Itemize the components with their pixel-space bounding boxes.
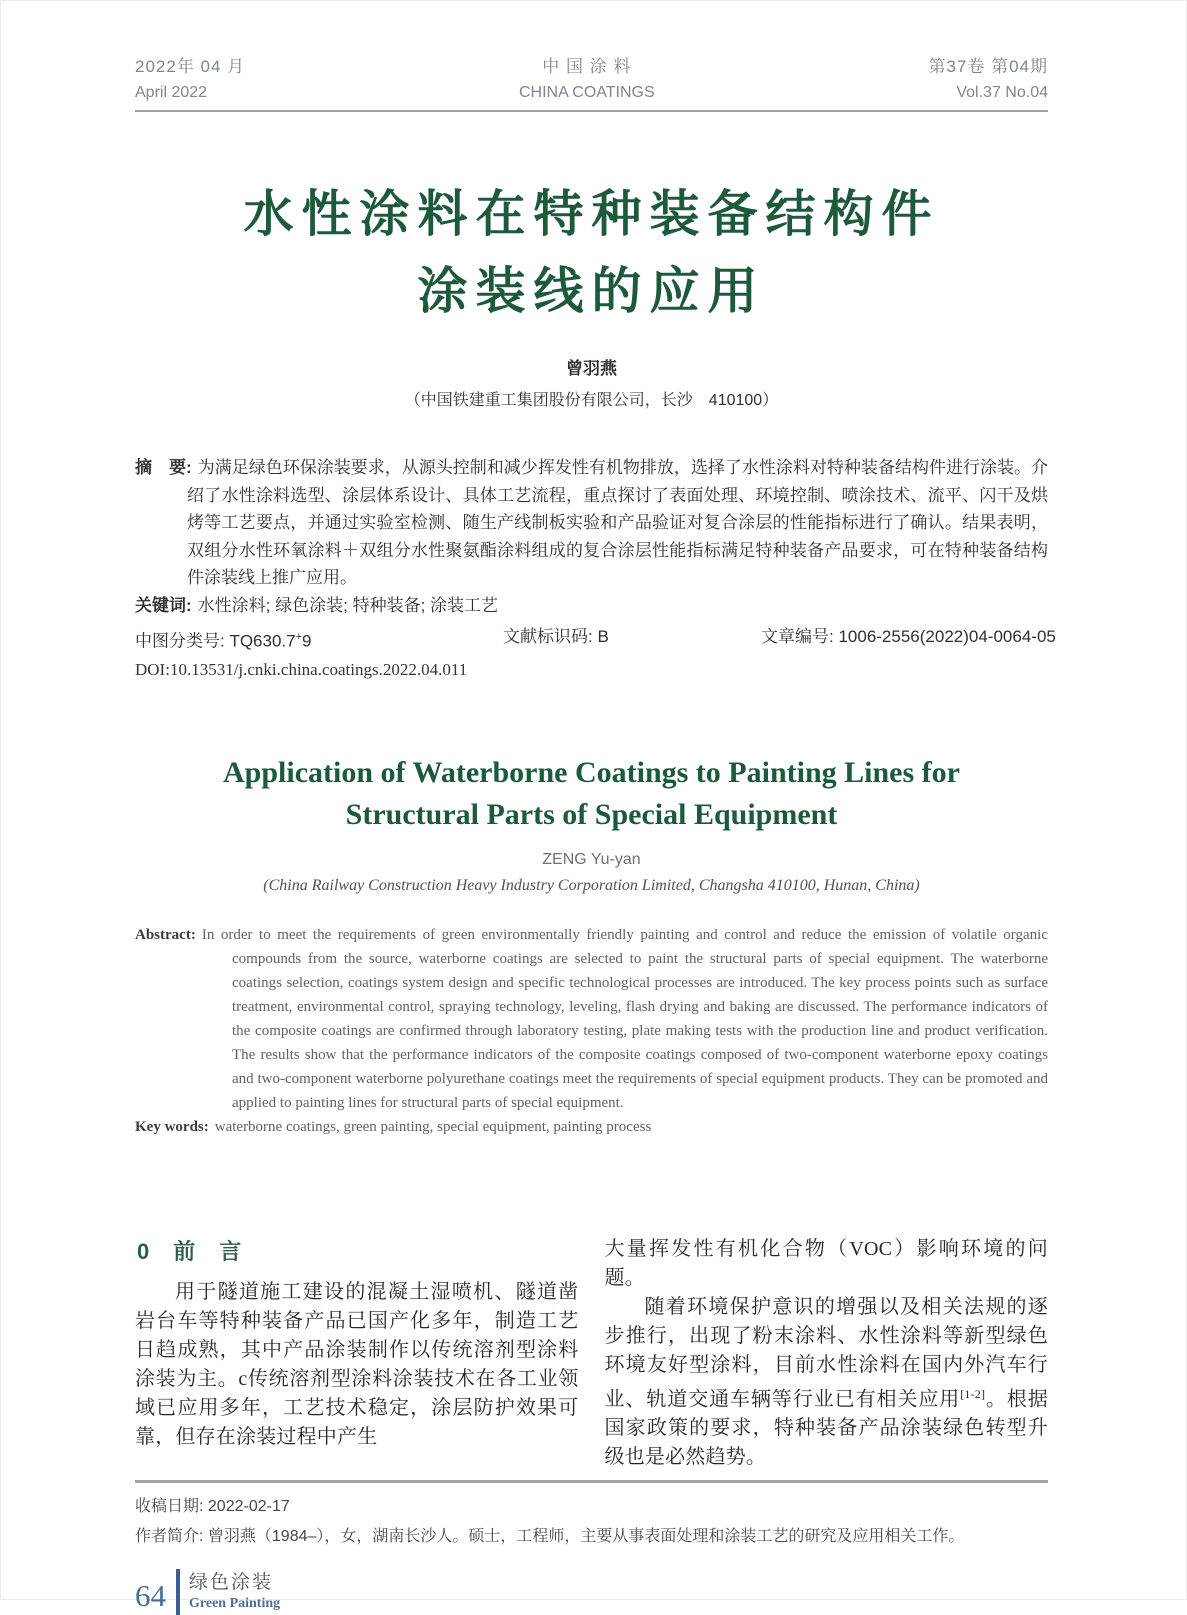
section-0-paragraph-continuation: 大量挥发性有机化合物（VOC）影响环境的问题。 [604, 1237, 1048, 1289]
author-bio-label: 作者简介: [135, 1528, 208, 1546]
section-0-paragraph-2 [605, 1293, 1049, 1473]
clc-number [135, 624, 503, 655]
body-column-left [135, 1235, 579, 1473]
abstract-cn-text: 为满足绿色环保涂装要求，从源头控制和减少挥发性有机物排放，选择了水性涂料对特种装备结构件进行涂装。介绍了水性涂料选型、涂层体系设计、具体工艺流程，重点探讨了表面处理、环境控制、喷涂技术、流平、闪干及烘烤等工艺要点，并通过实验室检测、随生产线制板实验和产品验证对复合涂层的性能指标进行了确认。结果表明，双组分水性环氧涂料＋双组分水性聚氨酯涂料组成的复合涂层性能指标满足特种装备产品要求，可在特种装备结构件涂装线上推广应用。 [187, 458, 1048, 587]
footer-divider-bar [176, 1569, 180, 1615]
paragraph-2-text-post: 。根据国家政策的要求，特种装备产品涂装绿色转型升级也是必然趋势。 [604, 1388, 1048, 1469]
volume-issue-cn: 第37卷 第04期 [928, 57, 1048, 76]
article-title-en [135, 752, 1048, 836]
keywords-en-text: waterborne coatings, green painting, special equipment, painting process [214, 1118, 652, 1135]
header-volume-issue [928, 54, 1048, 106]
keywords-en-label: Key words: [135, 1118, 209, 1135]
abstract-en [135, 923, 1048, 1115]
page-number: 64 [135, 1578, 166, 1614]
header-issue-date [135, 54, 245, 106]
abstract-en-label: Abstract: [135, 926, 196, 943]
section-0-paragraph-left: 用于隧道施工建设的混凝土湿喷机、隧道凿岩台车等特种装备产品已国产化多年，制造工艺日趋成熟，其中产品涂装制作以传统溶剂型涂料涂装为主。c传统溶剂型涂料涂装技术在各工业领域已应用多年，工艺技术稳定，涂层防护效果可靠，但存在涂装过程中产生 [135, 1280, 579, 1448]
keywords-cn-text: 水性涂料; 绿色涂装; 特种装备; 涂装工艺 [197, 595, 499, 615]
column-name-en: Green Painting [189, 1596, 281, 1612]
abstract-cn-label: 摘 要: [135, 458, 192, 477]
journal-title-cn: 中 国 涂 料 [542, 57, 632, 76]
article-title-en-line1: Application of Waterborne Coatings to Painting Lines for [223, 755, 960, 789]
article-title-cn-line1: 水性涂料在特种装备结构件 [243, 186, 940, 242]
affiliation-en: (China Railway Construction Heavy Industry Corporation Limited, Changsha 410100, Hunan, China) [263, 876, 920, 894]
document-code-value: B [597, 627, 609, 646]
article-id-value: 1006-2556(2022)04-0064-05 [838, 627, 1056, 646]
clc-label: 中图分类号: [135, 631, 230, 651]
clc-superscript: + [295, 631, 303, 643]
column-name-cn: 绿色涂装 [189, 1572, 274, 1594]
received-date [135, 1492, 1048, 1522]
column-name [189, 1571, 280, 1613]
paragraph-2-text-pre: 随着环境保护意识的增强以及相关法规的逐步推行，出现了粉末涂料、水性涂料等新型绿色环境友好型涂料，目前水性涂料在国内外汽车行业、轨道交通车辆等行业已有相关应用 [604, 1295, 1048, 1411]
author-name-cn: 曾羽燕 [566, 359, 617, 378]
header-journal-title [519, 54, 655, 106]
document-code-label: 文献标识码: [503, 627, 598, 646]
author-bio [135, 1522, 1048, 1552]
author-bio-value: 曾羽燕（1984–），女，湖南长沙人。硕士，工程师，主要从事表面处理和涂装工艺的研究及应用相关工作。 [207, 1528, 965, 1546]
keywords-cn [135, 592, 1048, 620]
article-title-en-line2: Structural Parts of Special Equipment [345, 797, 838, 831]
header-rule [135, 110, 1048, 112]
document-code [503, 624, 761, 655]
author-name-en: ZENG Yu-yan [542, 850, 641, 868]
page-footer [135, 1569, 1048, 1615]
doi: DOI:10.13531/j.cnki.china.coatings.2022.04.011 [135, 659, 468, 679]
header-date-cn: 2022年 04 月 [135, 57, 246, 76]
journal-header [135, 0, 1048, 106]
abstract-cn [135, 454, 1048, 592]
body-columns [135, 1235, 1048, 1473]
affiliation-cn: （中国铁建重工集团股份有限公司，长沙 410100） [404, 392, 779, 409]
article-meta-row [135, 624, 1056, 655]
article-id-label: 文章编号: [761, 627, 839, 646]
received-date-label: 收稿日期: [135, 1498, 208, 1516]
journal-title-en: CHINA COATINGS [518, 84, 655, 101]
abstract-en-text: In order to meet the requirements of green environmentally friendly painting and control and reduce the emission of volatile organic compounds from the source, waterborne coatings are selected to paint the structural parts of special equipment. The waterborne coatings selection, coatings system design and specific technological processes are introduced. The key process points such as surface treatment, environmental control, spraying technology, leveling, flash drying and baking are discussed. The performance indicators of the composite coatings are confirmed through laboratory testing, plate making tests with the production line and product verification. The results show that the performance indicators of the composite coatings composed of two-component waterborne epoxy coatings and two-component waterborne polyurethane coatings meet the requirements of special equipment products. They can be promoted and applied to painting lines for structural parts of special equipment. [201, 926, 1048, 1111]
footnotes [135, 1480, 1048, 1552]
header-date-en: April 2022 [135, 84, 208, 101]
article-title-cn [135, 176, 1048, 330]
received-date-value: 2022-02-17 [207, 1498, 290, 1516]
clc-base: TQ630.7 [229, 631, 296, 651]
keywords-cn-label: 关键词: [135, 595, 192, 615]
keywords-en [135, 1115, 1048, 1139]
reference-marker: [1-2] [960, 1386, 986, 1401]
volume-issue-en: Vol.37 No.04 [956, 84, 1048, 101]
article-title-cn-line2: 涂装线的应用 [417, 263, 766, 319]
section-0-heading: 0 前 言 [137, 1238, 243, 1264]
body-column-right [605, 1235, 1049, 1473]
article-id [761, 624, 1056, 655]
clc-tail: 9 [302, 631, 312, 651]
